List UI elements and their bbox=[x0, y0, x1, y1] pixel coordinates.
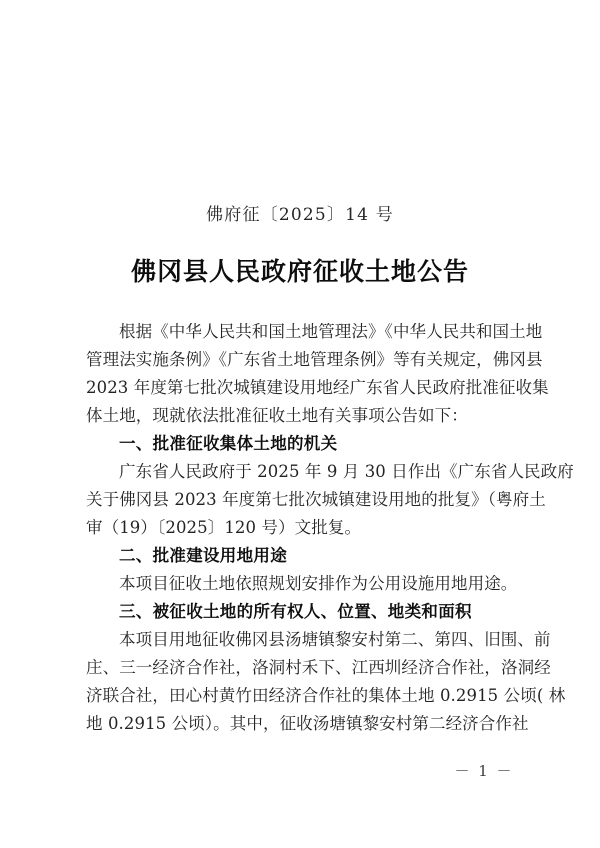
page-footer bbox=[0, 760, 600, 781]
section1-line-1: 广东省人民政府于 2025 年 9 月 30 日作出《广东省人民政府 bbox=[119, 462, 574, 481]
document-number: 佛府征〔2025〕14 号 bbox=[206, 205, 394, 225]
intro-line-4: 体土地，现就依法批准征收土地有关事项公告如下： bbox=[86, 406, 468, 425]
section3-line-3: 济联合社，田心村黄竹田经济合作社的集体土地 0.2915 公顷( 林 bbox=[86, 686, 566, 705]
page-title: 佛冈县人民政府征收土地公告 bbox=[130, 257, 469, 286]
section3-line-2: 庄、三一经济合作社，洛洞村禾下、江西圳经济合作社，洛洞经 bbox=[86, 658, 551, 677]
section-heading-2: 二、批准建设用地用途 bbox=[119, 546, 287, 565]
intro-line-3: 2023 年度第七批次城镇建设用地经广东省人民政府批准征收集 bbox=[86, 378, 549, 397]
section-heading-3: 三、被征收土地的所有权人、位置、地类和面积 bbox=[119, 602, 472, 621]
intro-line-2: 管理法实施条例》《广东省土地管理条例》等有关规定，佛冈县 bbox=[86, 350, 543, 369]
section1-line-2: 关于佛冈县 2023 年度第七批次城镇建设用地的批复》（粤府土 bbox=[86, 490, 546, 509]
page-number: － 1 － bbox=[454, 762, 514, 780]
section3-line-1: 本项目用地征收佛冈县汤塘镇黎安村第二、第四、旧围、前 bbox=[119, 630, 551, 649]
intro-line-1: 根据《中华人民共和国土地管理法》《中华人民共和国土地 bbox=[119, 322, 543, 341]
section2-line-1: 本项目征收土地依照规划安排作为公用设施用地用途。 bbox=[119, 574, 518, 593]
section1-line-3: 审（19）〔2025〕120 号）文批复。 bbox=[86, 518, 362, 537]
section3-line-4: 地 0.2915 公顷）。其中，征收汤塘镇黎安村第二经济合作社 bbox=[86, 714, 529, 733]
document-body bbox=[86, 318, 574, 738]
section-heading-1: 一、批准征收集体土地的机关 bbox=[119, 434, 338, 453]
